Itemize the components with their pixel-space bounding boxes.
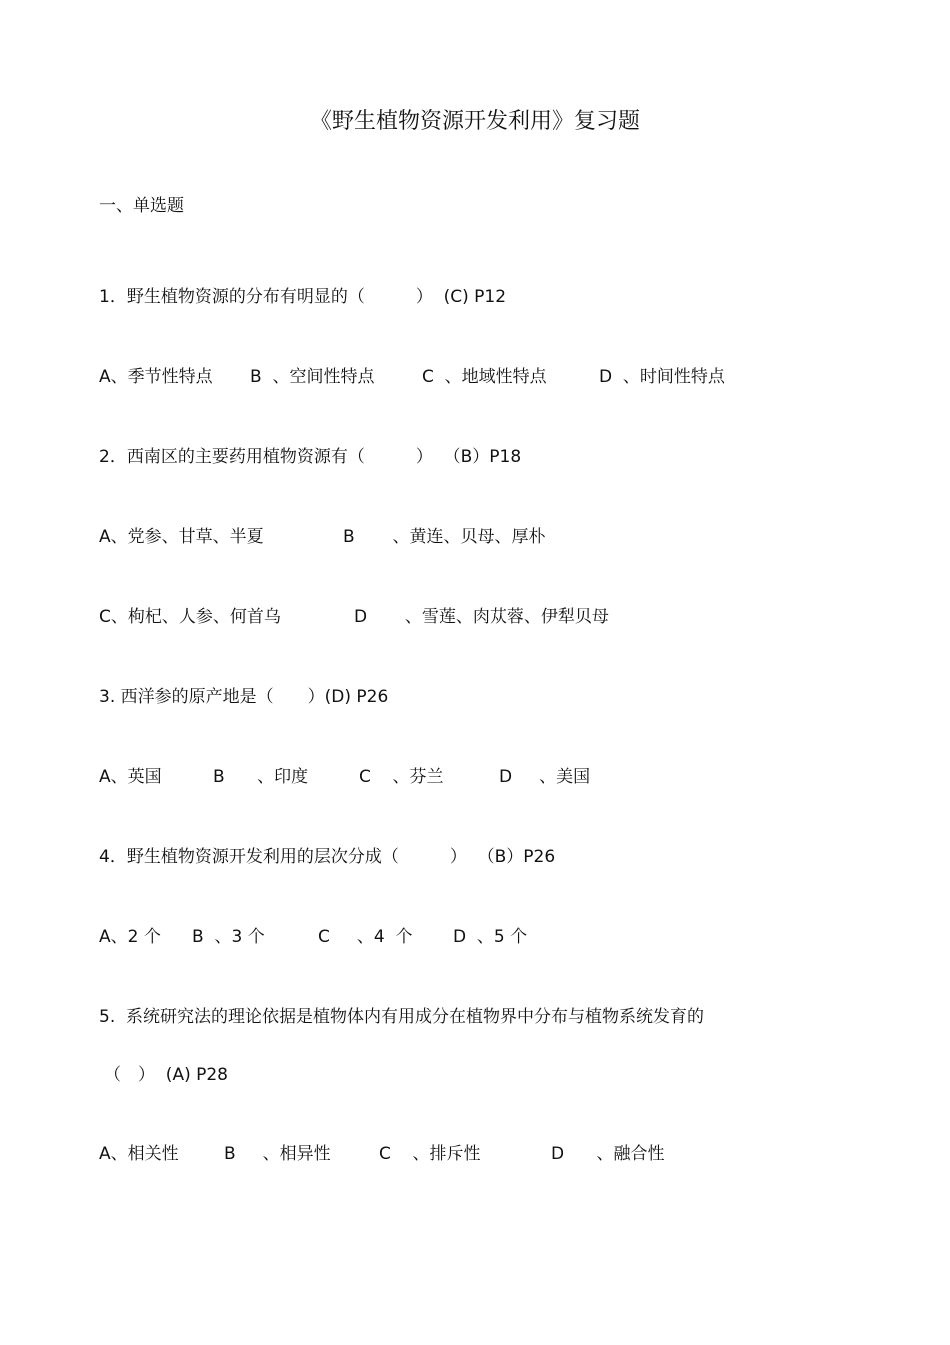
question-1-option-d: D 、时间性特点 bbox=[599, 367, 725, 387]
section-heading: 一、单选题 bbox=[99, 196, 184, 216]
question-2-option-c: C、枸杞、人参、何首乌 bbox=[99, 607, 281, 627]
page-title: 《野生植物资源开发利用》复习题 bbox=[309, 109, 640, 134]
question-1-stem: 1．野生植物资源的分布有明显的（ ） (C) P12 bbox=[99, 287, 507, 307]
question-2-option-d: D 、雪莲、肉苁蓉、伊犁贝母 bbox=[354, 607, 609, 627]
question-3-option-a: A、英国 bbox=[99, 767, 162, 787]
question-4-option-c: C 、4 个 bbox=[318, 927, 413, 947]
question-4-option-b: B 、3 个 bbox=[192, 927, 265, 947]
question-1-option-b: B 、空间性特点 bbox=[250, 367, 375, 387]
question-4-stem: 4．野生植物资源开发利用的层次分成（ ） （B）P26 bbox=[99, 847, 556, 867]
question-5-option-a: A、相关性 bbox=[99, 1144, 179, 1164]
question-4-option-d: D 、5 个 bbox=[453, 927, 528, 947]
question-3-stem: 3. 西洋参的原产地是（ ）(D) P26 bbox=[99, 687, 389, 707]
question-5-option-b: B 、相异性 bbox=[224, 1144, 331, 1164]
question-5-stem-continued: （ ） (A) P28 bbox=[104, 1065, 228, 1085]
question-5-stem: 5. 系统研究法的理论依据是植物体内有用成分在植物界中分布与植物系统发育的 bbox=[99, 1007, 705, 1027]
question-3-option-c: C 、芬兰 bbox=[359, 767, 444, 787]
question-5-option-d: D 、融合性 bbox=[551, 1144, 665, 1164]
question-4-option-a: A、2 个 bbox=[99, 927, 161, 947]
question-3-option-d: D 、美国 bbox=[499, 767, 591, 787]
question-2-stem: 2．西南区的主要药用植物资源有（ ） （B）P18 bbox=[99, 447, 522, 467]
question-1-option-c: C 、地域性特点 bbox=[422, 367, 547, 387]
question-1-option-a: A、季节性特点 bbox=[99, 367, 213, 387]
question-2-option-a: A、党参、甘草、半夏 bbox=[99, 527, 264, 547]
question-5-option-c: C 、排斥性 bbox=[379, 1144, 481, 1164]
question-3-option-b: B 、印度 bbox=[213, 767, 309, 787]
question-2-option-b: B 、黄连、贝母、厚朴 bbox=[343, 527, 546, 547]
